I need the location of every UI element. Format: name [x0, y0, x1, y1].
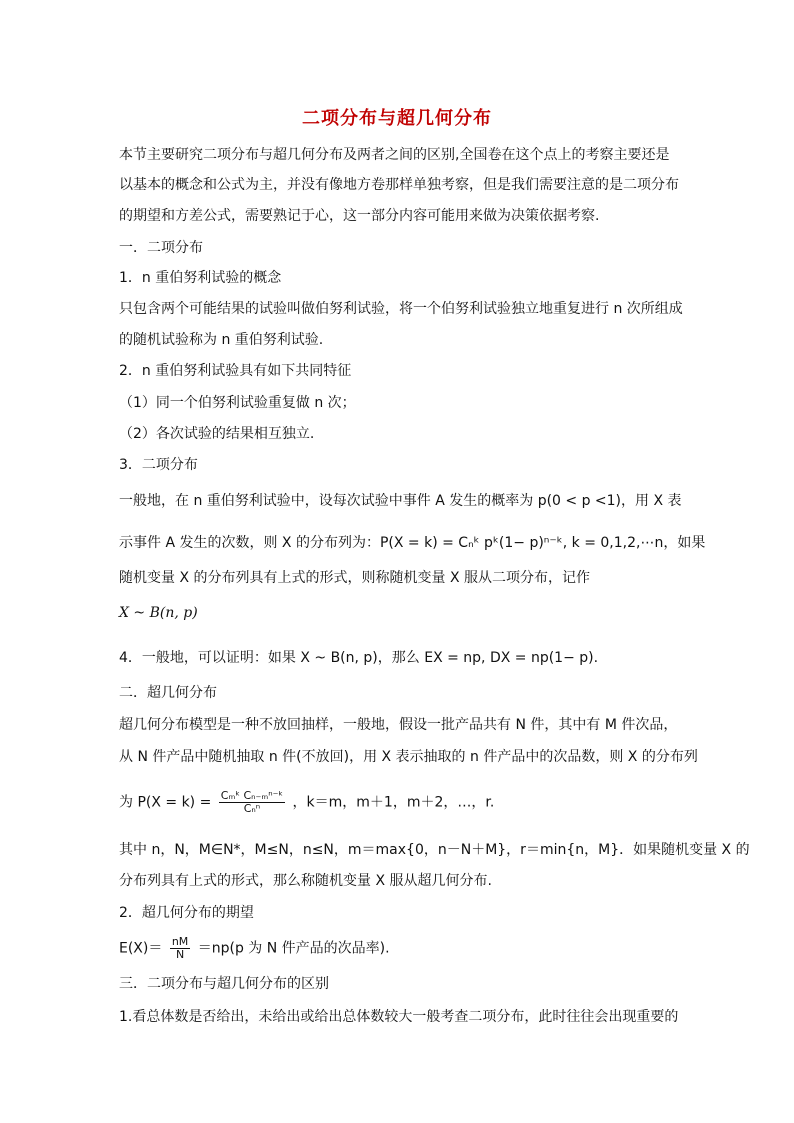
s1-p3-line-2: 示事件 A 发生的次数，则 X 的分布列为：P(X = k) = Cₙᵏ pᵏ(1− p)ⁿ⁻ᵏ, k = 0,1,2,⋯n，如果 [119, 535, 706, 551]
s1-p3-title: 3．二项分布 [119, 457, 198, 473]
fraction-denominator: Cₙⁿ [243, 802, 261, 815]
s1-p3-line-3: 随机变量 X 的分布列具有上式的形式，则称随机变量 X 服从二项分布，记作 [119, 570, 590, 586]
intro-line-3: 的期望和方差公式，需要熟记于心，这一部分内容可能用来做为决策依据考察. [119, 208, 600, 224]
s1-p3-line-1: 一般地，在 n 重伯努利试验中，设每次试验中事件 A 发生的概率为 p(0 < p <1)，用 X 表 [119, 493, 682, 509]
fraction-numerator: Cₘᵏ Cₙ₋ₘⁿ⁻ᵏ [220, 789, 284, 802]
s2-line-1: 超几何分布模型是一种不放回抽样，一般地，假设一批产品共有 N 件，其中有 M 件次品， [119, 717, 678, 733]
s2-line-4: 其中 n，N，M∈N*，M≤N，n≤N，m＝max{0，n－N＋M}，r＝min{n，M}．如果随机变量 X 的 [119, 842, 750, 858]
expectation-fraction [170, 936, 190, 961]
s1-p1-line-1: 只包含两个可能结果的试验叫做伯努利试验，将一个伯努利试验独立地重复进行 n 次所组成 [119, 301, 683, 317]
section-2-heading: 二．超几何分布 [119, 685, 217, 701]
s2-line-2: 从 N 件产品中随机抽取 n 件(不放回)，用 X 表示抽取的 n 件产品中的次品数，则 X 的分布列 [119, 749, 698, 765]
formula-prefix: 为 P(X = k) = [119, 794, 212, 811]
expectation-prefix: E(X)＝ [119, 940, 163, 957]
s2-p2-title: 2．超几何分布的期望 [119, 905, 254, 921]
s1-p2-item-1: （1）同一个伯努利试验重复做 n 次； [119, 395, 356, 411]
binomial-notation: X ~ B(n, p) [119, 605, 198, 621]
intro-line-1: 本节主要研究二项分布与超几何分布及两者之间的区别,全国卷在这个点上的考察主要还是 [119, 147, 670, 163]
section-3-heading: 三．二项分布与超几何分布的区别 [119, 976, 329, 992]
expectation-denominator: N [175, 948, 185, 961]
section-1-heading: 一．二项分布 [119, 240, 203, 256]
expectation-formula [119, 936, 679, 961]
s1-p2-title: 2．n 重伯努利试验具有如下共同特征 [119, 363, 352, 379]
s1-p2-item-2: （2）各次试验的结果相互独立. [119, 426, 315, 442]
s1-p1-line-2: 的随机试验称为 n 重伯努利试验. [119, 332, 324, 348]
s1-p4: 4．一般地，可以证明：如果 X ~ B(n, p)，那么 EX = np, DX = np(1− p). [119, 650, 599, 666]
s3-line-1: 1.看总体数是否给出，未给出或给出总体数较大一般考查二项分布，此时往往会出现重要的 [119, 1009, 679, 1025]
intro-line-2: 以基本的概念和公式为主，并没有像地方卷那样单独考察，但是我们需要注意的是二项分布 [119, 177, 679, 193]
expectation-numerator: nM [171, 935, 189, 948]
hypergeometric-formula [119, 790, 679, 815]
expectation-suffix: ＝np(p 为 N 件产品的次品率). [197, 940, 390, 957]
page-title: 二项分布与超几何分布 [302, 108, 492, 129]
formula-suffix: ，k＝m，m＋1，m＋2，…，r. [292, 794, 495, 811]
s1-p1-title: 1．n 重伯努利试验的概念 [119, 270, 282, 286]
hypergeometric-fraction [219, 790, 285, 815]
s2-line-5: 分布列具有上式的形式，那么称随机变量 X 服从超几何分布. [119, 873, 492, 889]
